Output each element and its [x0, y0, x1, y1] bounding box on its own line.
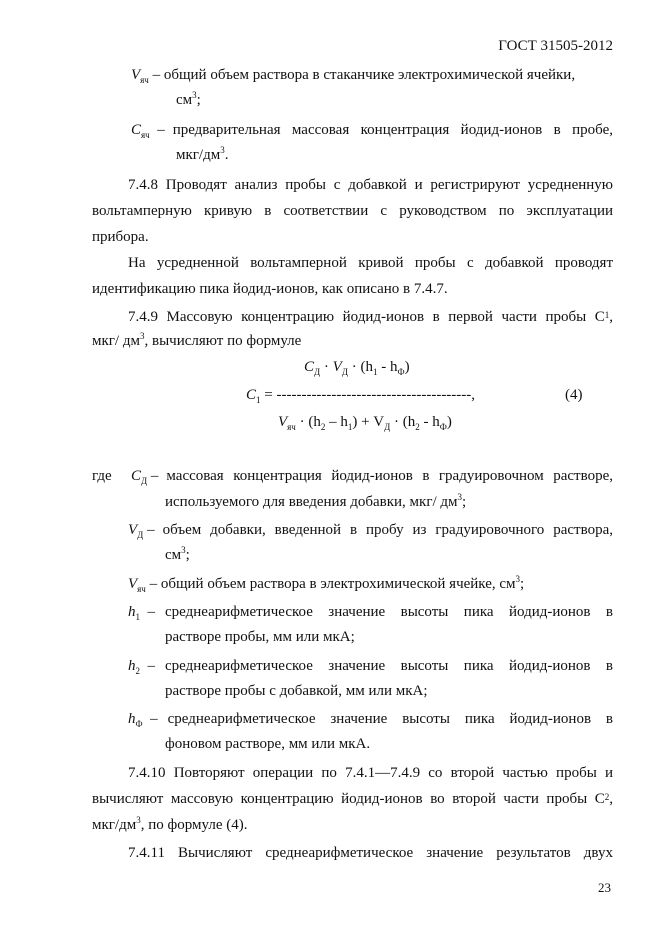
where-item-hf [128, 709, 613, 729]
where-item-vd-cont [165, 545, 190, 565]
unit-sup: 3 [515, 574, 521, 584]
symbol: C [131, 468, 142, 484]
unit-sup: 3 [220, 145, 225, 155]
def-head [131, 466, 158, 486]
cont-tail: ; [462, 494, 467, 510]
symbol: V [128, 522, 138, 538]
dash: – [157, 122, 165, 138]
dash: – [150, 711, 158, 727]
f-part: – h [325, 414, 348, 430]
unit-sup: 3 [136, 815, 141, 825]
f-sub: 1 [347, 422, 353, 432]
f-part: ) + V [352, 414, 385, 430]
cont-tail: ; [185, 547, 190, 563]
f-lhs-sub: 1 [256, 395, 261, 405]
f-sub: 2 [415, 422, 420, 432]
f-part: - h [419, 414, 440, 430]
tail: , вычисляют по формуле [144, 333, 302, 349]
p7410-line3 [92, 815, 247, 835]
p7411-line1: 7.4.11 Вычисляют среднеарифметическое значение результатов двух [128, 845, 613, 861]
where-item-vd [128, 520, 613, 540]
dash: – [147, 604, 155, 620]
tail: , по формуле (4). [140, 817, 248, 833]
p748-line2: вольтамперную кривую в соответствии с руководством по эксплуатации [92, 203, 613, 219]
where-label: где [92, 468, 112, 484]
cont-text: используемого для введения добавки, мкг/ дм [165, 494, 458, 510]
unit: мкг/дм [176, 147, 221, 163]
f-sub: Д [341, 367, 348, 377]
p749-line1 [128, 307, 613, 327]
f-part: · (h [295, 414, 321, 430]
p7410-sub: 2 [604, 792, 610, 802]
symbol-sub: яч [137, 584, 146, 594]
page-number: 23 [598, 880, 611, 895]
where-item-cd [131, 466, 613, 486]
def-head [128, 656, 155, 676]
p7410-line2 [92, 789, 613, 809]
p748-line3: прибора. [92, 229, 149, 245]
definition-text: массовая концентрация йодид-ионов в градуировочном растворе, [166, 468, 613, 484]
f-c: C [304, 359, 315, 375]
formula-number: (4) [565, 387, 583, 403]
definition-text: общий объем раствора в стаканчике электрохимической ячейки, [163, 67, 576, 83]
def-head [128, 520, 155, 540]
f-dot: · [347, 359, 361, 375]
formula-denominator [278, 412, 452, 432]
symbol: h [128, 711, 136, 727]
unit-sup: 3 [139, 331, 145, 341]
f-lhs: C [246, 387, 257, 403]
where-item-h1 [128, 602, 613, 622]
f-sub: 1 [372, 367, 378, 377]
unit-tail: ; [196, 92, 201, 108]
where-item-vyach [128, 574, 524, 594]
f-h: - h [377, 359, 398, 375]
symbol-sub: яч [141, 130, 150, 140]
f-sub: Д [384, 422, 391, 432]
f-fraction-line: = ---------------------------------------, [260, 387, 476, 403]
p749-line2 [92, 331, 301, 351]
where-item-h2 [128, 656, 613, 676]
where-item-hf-cont: фоновом растворе, мм или мкА. [165, 736, 371, 752]
standard-header: ГОСТ 31505-2012 [498, 38, 613, 54]
unit: см [176, 92, 193, 108]
f-part: · (h [390, 414, 416, 430]
p748-line1: 7.4.8 Проводят анализ пробы с добавкой и регистрируют усредненную [128, 177, 613, 193]
f-v: V [278, 414, 288, 430]
p749-sub: 1 [604, 310, 610, 320]
p7410-line1: 7.4.10 Повторяют операции по 7.4.1―7.4.9 со второй частью пробы и [128, 765, 613, 781]
symbol-sub: 2 [135, 666, 140, 676]
where-item-h1-cont: растворе пробы, мм или мкА; [165, 629, 355, 645]
p748b-line2: идентификацию пика йодид-ионов, как описано в 7.4.7. [92, 281, 448, 297]
p7410-text: вычисляют массовую концентрацию йодид-ионов во второй части пробы C [92, 791, 605, 807]
def-head [131, 120, 165, 140]
f-v: V [332, 359, 342, 375]
p749-tail: , [609, 309, 613, 325]
f-close: ) [446, 414, 452, 430]
f-sub: Ф [439, 422, 447, 432]
definition-text: среднеарифметическое значение высоты пика йодид-ионов в [165, 658, 613, 674]
dash: – [149, 576, 158, 592]
def-v-yach [131, 65, 575, 85]
definition-text: общий объем раствора в электрохимической ячейке, см [160, 576, 516, 592]
f-close: ) [404, 359, 410, 375]
f-sub: 2 [320, 422, 326, 432]
symbol: h [128, 658, 136, 674]
definition-text: объем добавки, введенной в пробу из градуировочного раствора, [162, 522, 613, 538]
symbol-sub: Ф [135, 719, 143, 729]
symbol-sub: яч [140, 75, 149, 85]
definition-text: среднеарифметическое значение высоты пика йодид-ионов в [167, 711, 613, 727]
symbol: V [128, 576, 138, 592]
unit: мкг/дм [92, 817, 137, 833]
p7410-tail: , [609, 791, 613, 807]
f-sub: Ф [397, 367, 405, 377]
cont-text: см [165, 547, 182, 563]
def-c-yach [131, 120, 613, 140]
def-head [128, 602, 155, 622]
p749-text: 7.4.9 Массовую концентрацию йодид-ионов в первой части пробы C [128, 309, 605, 325]
formula-main-line [246, 385, 475, 405]
unit-sup: 3 [192, 90, 197, 100]
symbol-sub: Д [141, 476, 148, 486]
dash: – [150, 468, 159, 484]
unit-sup: 3 [181, 545, 186, 555]
text-tail: ; [520, 576, 525, 592]
p748b-line1: На усредненной вольтамперной кривой пробы с добавкой проводят [128, 255, 613, 271]
def-c-yach-cont [176, 145, 228, 165]
def-head [128, 709, 158, 729]
def-v-yach-cont [176, 90, 201, 110]
where-item-h2-cont: растворе пробы с добавкой, мм или мкА; [165, 683, 428, 699]
f-dot: · [320, 359, 333, 375]
unit-tail: . [224, 147, 229, 163]
dash: – [147, 658, 155, 674]
f-h: (h [360, 359, 373, 375]
definition-text: предварительная массовая концентрация йодид-ионов в пробе, [172, 122, 613, 138]
symbol: h [128, 604, 136, 620]
symbol: V [131, 67, 141, 83]
symbol-sub: 1 [135, 612, 140, 622]
dash: – [147, 522, 155, 538]
symbol-sub: Д [137, 530, 144, 540]
unit: мкг/ дм [92, 333, 140, 349]
definition-text: среднеарифметическое значение высоты пика йодид-ионов в [165, 604, 613, 620]
formula-numerator [304, 357, 410, 377]
unit-sup: 3 [457, 492, 463, 502]
f-sub: Д [314, 367, 321, 377]
dash: – [152, 67, 161, 83]
f-sub: яч [287, 422, 296, 432]
where-item-cd-cont [165, 492, 466, 512]
symbol: C [131, 122, 142, 138]
